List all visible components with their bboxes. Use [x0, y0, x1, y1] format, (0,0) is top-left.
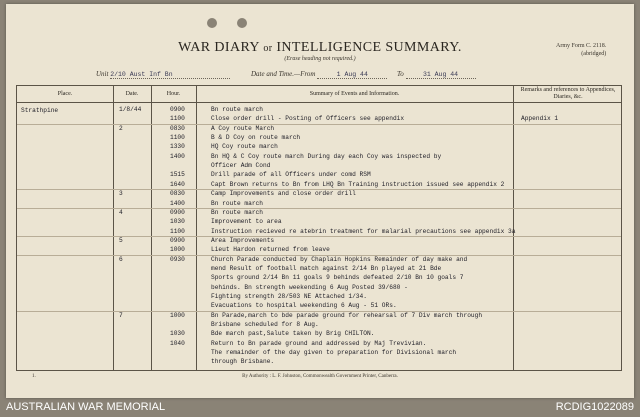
header-divider [17, 102, 621, 103]
date-from-value: 1 Aug 44 [317, 71, 387, 79]
unit-value: 2/10 Aust Inf Bn [110, 71, 230, 79]
entry-hour: 0930 [170, 255, 185, 263]
entry-hour: 1640 [170, 180, 185, 188]
entry-text: Bn route march [211, 199, 263, 207]
date-separator [17, 189, 621, 190]
title-or: or [263, 43, 273, 54]
entry-hour: 1400 [170, 199, 185, 207]
unit-field [96, 70, 230, 79]
date-separator [17, 124, 621, 125]
entry-date: 7 [119, 311, 123, 319]
date-separator [17, 208, 621, 209]
entry-text: Return to Bn parade ground and addressed by Maj Trevivian. [211, 339, 427, 347]
unit-label: Unit [96, 70, 109, 78]
entry-text: The remainder of the day given to preparation for Divisional march [211, 349, 457, 357]
entry-text: Area Improvements [211, 236, 275, 244]
entry-text: Bn route march [211, 208, 263, 216]
date-separator [17, 311, 621, 312]
punch-hole [207, 18, 217, 28]
entry-text: Capt Brown returns to Bn from LHQ Bn Training instruction issued see appendix 2 [211, 180, 505, 188]
punch-hole [237, 18, 247, 28]
date-separator [17, 255, 621, 256]
entry-text: Camp Improvements and close order drill [211, 190, 356, 198]
column-header-hour: Hour. [166, 91, 181, 97]
entry-text: Sports ground 2/14 Bn 11 goals 9 behinds defeated 2/10 Bn 10 goals 7 [211, 274, 464, 282]
entry-hour: 1100 [170, 134, 185, 142]
page-subtitle: (Erase heading not required.) [284, 56, 356, 62]
entry-text: through Brisbane. [211, 358, 275, 366]
entry-text: Drill parade of all Officers under comd RSM [211, 171, 371, 179]
entry-hour: 1030 [170, 218, 185, 226]
column-header-date: Date. [125, 91, 139, 97]
entry-text: Church Parade conducted by Chaplain Hopkins Remainder of day make and [211, 255, 468, 263]
place-value: Strathpine [21, 107, 59, 114]
entry-hour: 1100 [170, 115, 185, 123]
entry-date: 3 [119, 190, 123, 198]
entry-hour: 1330 [170, 143, 185, 151]
entry-hour: 1000 [170, 311, 185, 319]
entry-date: 6 [119, 255, 123, 263]
entry-text: behinds. Bn strength weekending 6 Aug Posted 39/680 - [211, 283, 408, 291]
printer-footer: By Authority : L. F. Johnston, Commonwealth Government Printer, Canberra. [242, 374, 398, 379]
title-intelligence-summary: INTELLIGENCE SUMMARY. [276, 40, 462, 55]
column-header-remarks: Remarks and references to Appendices, Diaries, &c. [520, 87, 616, 100]
entry-date: 5 [119, 236, 123, 244]
form-number-footer: 1. [32, 374, 36, 379]
entry-text: Improvement to area [211, 218, 282, 226]
entry-hour: 1400 [170, 152, 185, 160]
entry-remark: Appendix 1 [521, 115, 559, 123]
army-form-number: Army Form C. 2118. [556, 43, 607, 49]
column-divider [151, 86, 152, 370]
date-to-value: 31 Aug 44 [406, 71, 476, 79]
archive-id: RCDIG1022089 [555, 401, 634, 413]
entry-text: Bn Parade,march to bde parade ground for rehearsal of 7 Div march through [211, 311, 483, 319]
entry-hour: 1030 [170, 330, 185, 338]
entry-text: mend Result of football match against 2/14 Bn played at 21 Bde [211, 264, 442, 272]
entry-hour: 0900 [170, 106, 185, 113]
entry-hour: 1100 [170, 227, 185, 235]
date-separator [17, 236, 621, 237]
entry-text: A Coy route March [211, 124, 275, 132]
diary-page [6, 4, 634, 398]
entry-text: B & D Coy on route march [211, 134, 301, 142]
diary-table [16, 85, 622, 371]
entry-text: HQ Coy route march [211, 143, 278, 151]
entry-text: Lieut Hardon returned from leave [211, 246, 330, 254]
entry-hour: 1000 [170, 246, 185, 254]
page-title [6, 40, 634, 56]
date-to-label: To [397, 70, 404, 78]
entry-hour: 0830 [170, 190, 185, 198]
entry-hour: 0900 [170, 208, 185, 216]
column-divider [196, 86, 197, 370]
entry-hour: 1515 [170, 171, 185, 179]
date-field [251, 70, 476, 79]
entry-hour: 0830 [170, 124, 185, 132]
entry-text: Instruction recieved re atebrin treatment for malarial precautions see appendix 3a [211, 227, 516, 235]
entry-date: 1/8/44 [119, 106, 142, 113]
entry-text: Bde march past,Salute taken by Brig CHILTON. [211, 330, 375, 338]
entry-text: Bn route march [211, 106, 263, 113]
entry-date: 4 [119, 208, 123, 216]
column-divider [113, 86, 114, 370]
entry-text: Close order drill - Posting of Officers see appendix [211, 115, 405, 123]
entry-date: 2 [119, 124, 123, 132]
entry-text: Evacuations to hospital weekending 6 Aug - 51 ORs. [211, 302, 397, 310]
entry-text: Brisbane scheduled for 8 Aug. [211, 321, 319, 329]
army-form-label [556, 42, 606, 58]
archive-credit: AUSTRALIAN WAR MEMORIAL [6, 401, 166, 413]
entry-hour: 1040 [170, 339, 185, 347]
entry-hour: 0900 [170, 236, 185, 244]
column-header-place: Place. [57, 91, 73, 97]
date-from-label: Date and Time.—From [251, 70, 316, 78]
column-header-summary: Summary of Events and Information. [309, 91, 400, 97]
army-form-note: (abridged) [581, 51, 607, 57]
title-war-diary: WAR DIARY [178, 40, 260, 55]
entry-text: Officer Adm Cond [211, 162, 271, 170]
entry-text: Bn HQ & C Coy route march During day each Coy was inspected by [211, 152, 442, 160]
entry-text: Fighting strength 28/503 NE Attached 1/34. [211, 293, 367, 300]
